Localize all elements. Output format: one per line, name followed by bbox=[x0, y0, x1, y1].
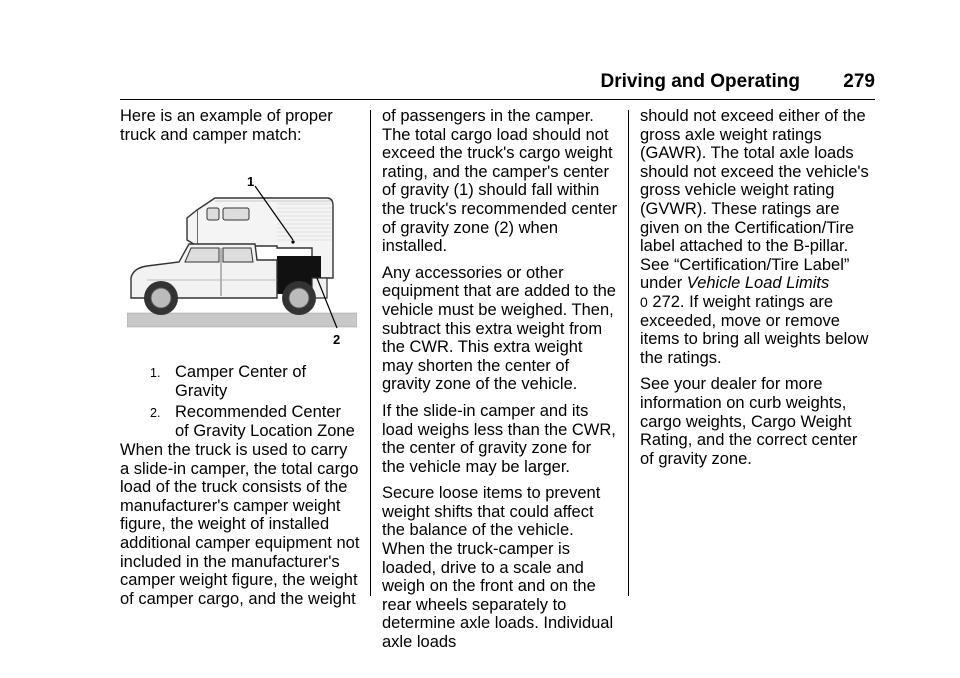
column-2 bbox=[382, 107, 618, 660]
figure-legend bbox=[150, 363, 358, 443]
legend-label: Camper Center of Gravity bbox=[175, 363, 307, 400]
figure-callout-2: 2 bbox=[333, 332, 341, 347]
truck-camper-figure bbox=[127, 168, 357, 350]
paragraph: Any accessories or other equipment that are added to the vehicle must be weighed. Then, subtract this extra weight from the CWR. This extra weight may shorten the center of gravity zone of the vehicle. bbox=[382, 263, 616, 394]
cross-reference-link[interactable]: Vehicle Load Limits bbox=[686, 274, 830, 293]
page-header bbox=[0, 70, 875, 100]
column-3 bbox=[640, 107, 875, 476]
figure-callout-1: 1 bbox=[247, 174, 255, 189]
page-number: 279 bbox=[843, 71, 875, 92]
legend-item bbox=[150, 403, 358, 440]
legend-number: 1. bbox=[150, 366, 161, 380]
legend-label: Recommended Center of Gravity Location Zone bbox=[175, 403, 355, 440]
text: . If weight ratings are exceeded, move or remove items to bring all weights below the ratings. bbox=[640, 292, 869, 367]
camper-load-paragraph: When the truck is used to carry a slide-in camper, the total cargo load of the truck consists of the manufacturer's camper weight figure, the weight of installed additional camper equipment not included in the manufacturer's camper weight figure, the weight of camper cargo, and the weight bbox=[120, 441, 360, 608]
header-rule bbox=[120, 99, 875, 100]
column-1 bbox=[120, 107, 358, 152]
paragraph: If the slide-in camper and its load weighs less than the CWR, the center of gravity zone for the vehicle may be larger. bbox=[382, 401, 616, 476]
column-divider-1 bbox=[370, 110, 371, 596]
paragraph: Secure loose items to prevent weight shifts that could affect the balance of the vehicle. When the truck-camper is loaded, drive to a scale and weigh on the front and on the rear wheels separately to determine axle loads. Individual axle loads bbox=[382, 484, 614, 652]
legend-item bbox=[150, 363, 358, 400]
page-reference[interactable]: 272 bbox=[652, 292, 680, 311]
text: should not exceed either of the gross axle weight ratings (GAWR). The total axle loads should not exceed the vehicle's gross vehicle weight rating (GVWR). These ratings are given on the Certification/Tire label attached to the B-pillar. See “Certification/Tire Label” under bbox=[640, 107, 869, 293]
page-reference-icon: 0 bbox=[640, 293, 648, 310]
column-divider-2 bbox=[628, 110, 629, 596]
paragraph bbox=[640, 107, 875, 367]
legend-number: 2. bbox=[150, 406, 161, 421]
section-title: Driving and Operating bbox=[600, 71, 800, 92]
paragraph: See your dealer for more information on curb weights, cargo weights, Cargo Weight Rating, and the correct center of gravity zone. bbox=[640, 375, 858, 468]
intro-paragraph: Here is an example of proper truck and camper match: bbox=[120, 107, 333, 144]
paragraph: of passengers in the camper. The total cargo load should not exceed the truck's cargo weight rating, and the camper's center of gravity (1) should fall within the truck's recommended center of gravity zone (2) when installed. bbox=[382, 107, 618, 256]
